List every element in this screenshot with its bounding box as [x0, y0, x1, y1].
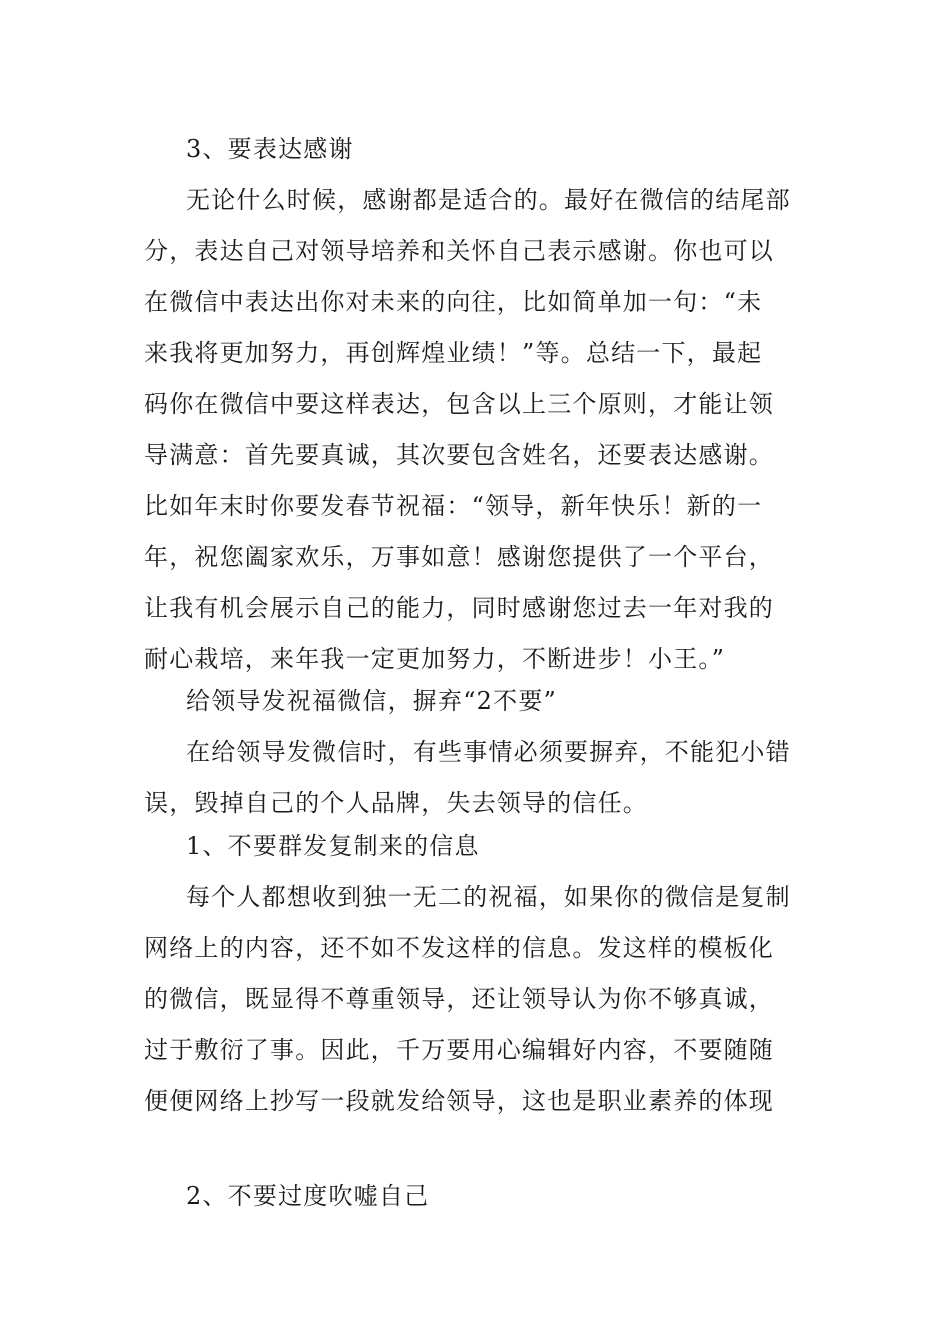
paragraph-line: 让我有机会展示自己的能力，同时感谢您过去一年对我的: [144, 594, 774, 622]
paragraph-line: 每个人都想收到独一无二的祝福，如果你的微信是复制: [186, 883, 791, 911]
paragraph-line: 分，表达自己对领导培养和关怀自己表示感谢。你也可以: [144, 237, 774, 265]
paragraph-line: 比如年末时你要发春节祝福：“领导，新年快乐！新的一: [144, 492, 763, 520]
paragraph-line: 网络上的内容，还不如不发这样的信息。发这样的模板化: [144, 934, 774, 962]
paragraph-line: 误，毁掉自己的个人品牌，失去领导的信任。: [144, 789, 648, 817]
subheading-no-bragging: 2、不要过度吹嘘自己: [186, 1182, 430, 1210]
subheading-no-mass-forward: 1、不要群发复制来的信息: [186, 832, 480, 860]
paragraph-line: 导满意：首先要真诚，其次要包含姓名，还要表达感谢。: [144, 441, 774, 469]
section-heading-express-thanks: 3、要表达感谢: [186, 135, 354, 163]
paragraph-line: 来我将更加努力，再创辉煌业绩！”等。总结一下，最起: [144, 339, 763, 367]
paragraph-line: 年，祝您阖家欢乐，万事如意！感谢您提供了一个平台，: [144, 543, 774, 571]
paragraph-line: 码你在微信中要这样表达，包含以上三个原则，才能让领: [144, 390, 774, 418]
paragraph-line: 过于敷衍了事。因此，千万要用心编辑好内容，不要随随: [144, 1036, 774, 1064]
section-heading-two-donts: 给领导发祝福微信，摒弃“2不要”: [186, 687, 558, 715]
paragraph-line: 便便网络上抄写一段就发给领导，这也是职业素养的体现: [144, 1087, 774, 1115]
paragraph-line: 耐心栽培，来年我一定更加努力，不断进步！小王。”: [144, 645, 726, 673]
paragraph-line: 的微信，既显得不尊重领导，还让领导认为你不够真诚，: [144, 985, 774, 1013]
paragraph-line: 在给领导发微信时，有些事情必须要摒弃，不能犯小错: [186, 738, 791, 766]
paragraph-line: 无论什么时候，感谢都是适合的。最好在微信的结尾部: [186, 186, 791, 214]
paragraph-line: 在微信中表达出你对未来的向往，比如简单加一句：“未: [144, 288, 763, 316]
